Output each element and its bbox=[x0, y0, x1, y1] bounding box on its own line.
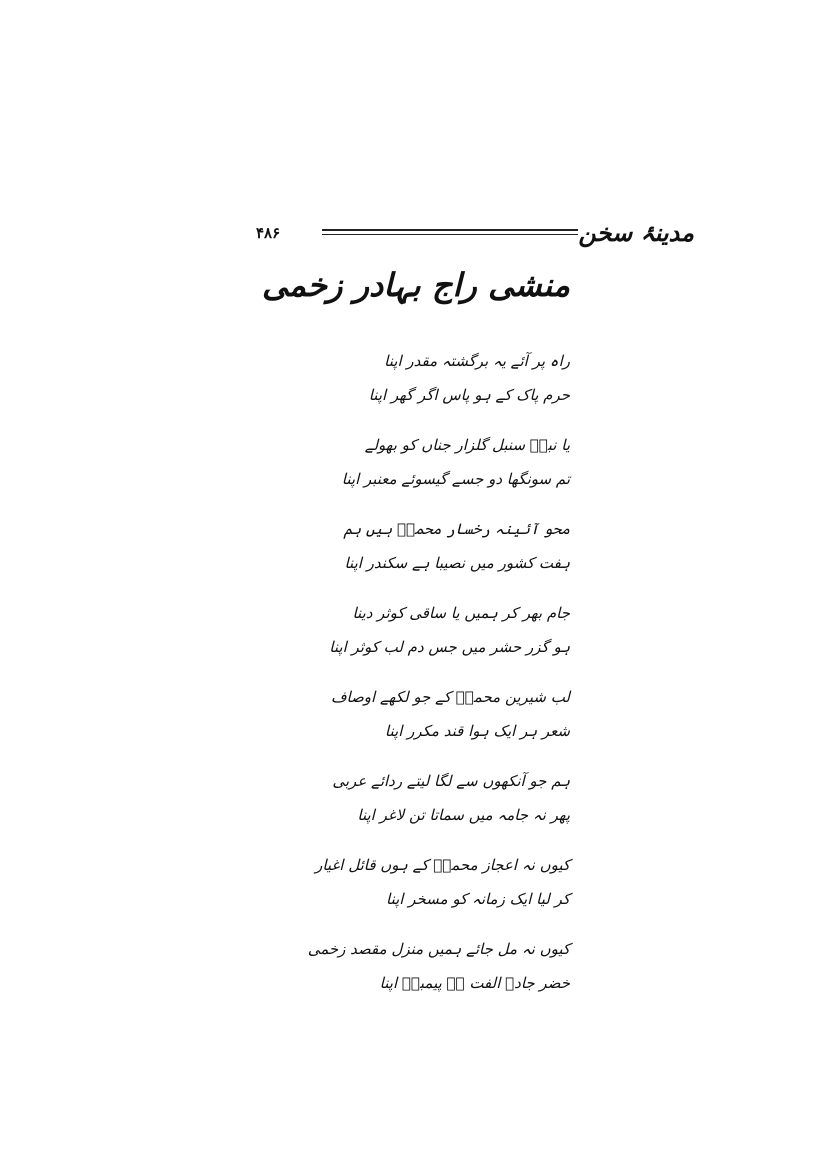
verse-line-first: جام بھر کر ہمیں یا ساقی کوثر دینا bbox=[352, 604, 570, 622]
couplet bbox=[320, 764, 570, 848]
couplet bbox=[320, 680, 570, 764]
verse-line-first: راہ پر آئے یہ برگشتہ مقدر اپنا bbox=[384, 352, 570, 370]
verse-line-first: محو آئینہ رخسار محمدؐ ہیں ہم bbox=[343, 520, 570, 538]
page-header bbox=[0, 214, 826, 254]
verse-line-second: ہفت کشور میں نصیبا ہے سکندر اپنا bbox=[344, 554, 570, 572]
poem bbox=[307, 344, 570, 1016]
header-rule-thin-line bbox=[322, 234, 578, 235]
verse-line-second: کر لیا ایک زمانہ کو مسخر اپنا bbox=[386, 890, 570, 908]
header-rule-thick-line bbox=[322, 229, 578, 231]
verse-line-second: شعر ہر ایک ہوا قند مکرر اپنا bbox=[384, 722, 570, 740]
verse-line-second: ہو گزر حشر میں جس دم لب کوثر اپنا bbox=[329, 638, 570, 656]
verse-line-second: پھر نہ جامہ میں سماتا تن لاغر اپنا bbox=[357, 806, 570, 824]
verse-line-second: خضر جادہ الفت ہے پیمبرؐ اپنا bbox=[379, 974, 570, 992]
verse-line-second: تم سونگھا دو جسے گیسوئے معنبر اپنا bbox=[341, 470, 570, 488]
verse-line-first: ہم جو آنکھوں سے لگا لیتے ردائے عربی bbox=[332, 772, 570, 790]
couplet bbox=[320, 596, 570, 680]
book-title: مدینۂ سخن bbox=[578, 218, 694, 247]
couplet bbox=[307, 932, 570, 1016]
verse-line-first: لب شیرین محمدؐ کے جو لکھے اوصاف bbox=[330, 688, 570, 706]
verse-line-second: حرم پاک کے ہو پاس اگر گھر اپنا bbox=[368, 386, 570, 404]
verse-line-first: کیوں نہ اعجاز محمدؐ کے ہوں قائل اغیار bbox=[315, 856, 570, 874]
verse-line-first: یا نبیؐ سنبل گلزار جناں کو بھولے bbox=[364, 436, 570, 454]
couplet bbox=[320, 344, 570, 428]
page-number: ۴۸۶ bbox=[256, 224, 281, 242]
header-double-rule bbox=[322, 229, 578, 235]
poet-name-heading: منشی راج بہادر زخمی bbox=[262, 266, 570, 304]
couplet bbox=[320, 512, 570, 596]
couplet bbox=[315, 848, 570, 932]
couplet bbox=[320, 428, 570, 512]
verse-line-first: کیوں نہ مل جائے ہمیں منزل مقصد زخمی bbox=[307, 940, 570, 958]
